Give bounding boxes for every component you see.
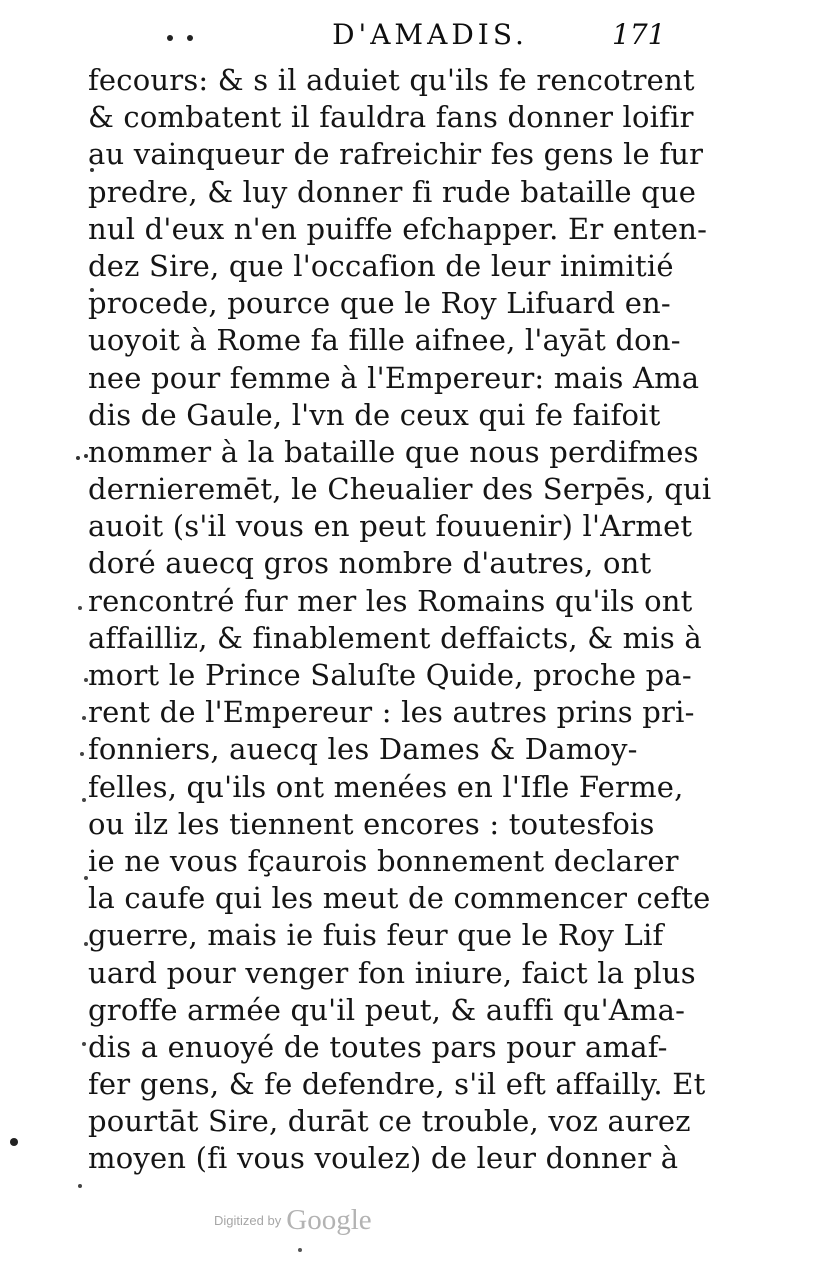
digitized-watermark bbox=[214, 1204, 372, 1237]
digitized-label: Digitized by bbox=[214, 1213, 282, 1228]
google-logo: Google bbox=[286, 1204, 372, 1236]
text-line: procede, pource que le Roy Lifuard en- bbox=[88, 286, 671, 321]
text-line: rencontré fur mer les Romains qu'ils ont bbox=[88, 583, 693, 618]
text-line: guerre, mais ie fuis feur que le Roy Lif bbox=[88, 918, 664, 953]
text-line: fonniers, auecq les Dames & Damoy- bbox=[88, 732, 638, 767]
text-line: dez Sire, que l'occafion de leur inimitié bbox=[88, 248, 674, 283]
text-line: fecours: & s il aduiet qu'ils fe rencotrent bbox=[88, 63, 695, 97]
text-line: doré auecq gros nombre d'autres, ont bbox=[88, 546, 652, 581]
body-text bbox=[88, 62, 728, 1178]
text-line: au vainqueur de rafreichir fes gens le fur bbox=[88, 137, 704, 172]
text-line: auoit (s'il vous en peut fouuenir) l'Armet bbox=[88, 509, 693, 544]
text-line: affailliz, & finablement deffaicts, & mis à bbox=[88, 620, 702, 655]
text-line: groffe armée qu'il peut, & auffi qu'Ama- bbox=[88, 992, 686, 1027]
text-line: uoyoit à Rome fa fille aifnee, l'ayāt don- bbox=[88, 323, 681, 358]
text-line: mort le Prince Saluſte Quide, proche pa- bbox=[88, 658, 692, 692]
text-line: dis de Gaule, l'vn de ceux qui fe faifoit bbox=[88, 397, 661, 432]
text-line: predre, & luy donner fi rude bataille que bbox=[88, 174, 697, 209]
text-line: la caufe qui les meut de commencer cefte bbox=[88, 881, 711, 916]
text-line: ou ilz les tiennent encores : toutesfois bbox=[88, 806, 655, 841]
page-number: 171 bbox=[612, 18, 666, 51]
text-line: fer gens, & fe defendre, s'il eft affailly. Et bbox=[88, 1067, 706, 1102]
text-line: felles, qu'ils ont menées en l'Ifle Ferme, bbox=[88, 769, 684, 804]
text-line: & combatent il fauldra fans donner loifir bbox=[88, 100, 694, 135]
text-line: pourtāt Sire, durāt ce trouble, voz aurez bbox=[88, 1104, 691, 1139]
text-line: nee pour femme à l'Empereur: mais Ama bbox=[88, 360, 700, 395]
text-line: dernieremēt, le Cheualier des Serpēs, qui bbox=[88, 472, 712, 507]
text-line: nul d'eux n'en puiffe efchapper. Er enten- bbox=[88, 211, 708, 246]
text-line: ie ne vous fçaurois bonnement declarer bbox=[88, 843, 679, 878]
text-line: rent de l'Empereur : les autres prins pri- bbox=[88, 695, 695, 730]
text-line: nommer à la bataille que nous perdifmes bbox=[88, 434, 699, 469]
text-line: dis a enuoyé de toutes pars pour amaf- bbox=[88, 1029, 668, 1064]
running-head: D'AMADIS. bbox=[332, 18, 528, 51]
text-line: uard pour venger fon iniure, faict la plus bbox=[88, 955, 696, 990]
text-line: moyen (fi vous voulez) de leur donner à bbox=[88, 1141, 679, 1176]
